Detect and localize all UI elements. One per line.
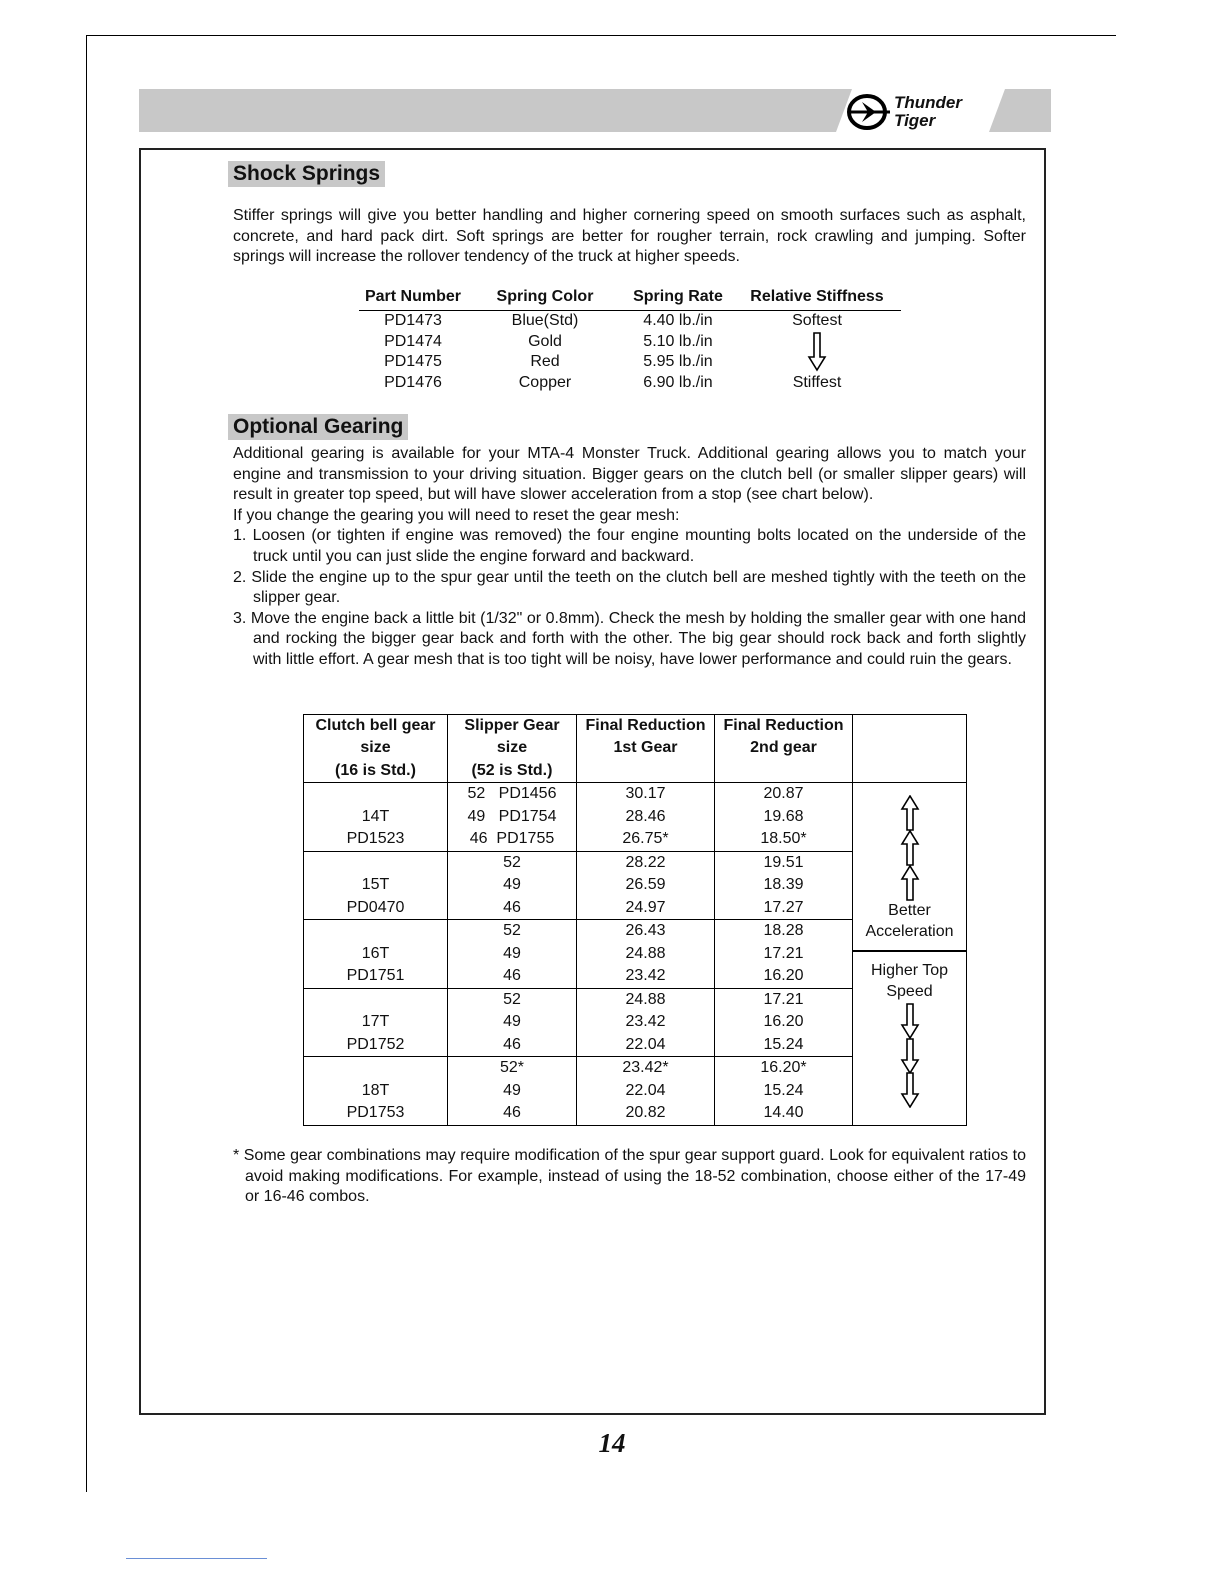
label-line: Speed: [886, 982, 933, 1000]
header-line: size: [496, 739, 528, 757]
cell-line: 16T: [361, 944, 390, 962]
cell-line: [304, 920, 447, 943]
first-gear-cell: [577, 1057, 715, 1126]
arrow-up-icon: [900, 795, 920, 831]
part-number: PD1473: [384, 312, 442, 329]
cell-line: 28.22: [625, 853, 666, 871]
gearing-step: 2. Slide the engine up to the spur gear until the teeth on the clutch bell are meshed tightly with the teeth on the slipper gear.: [233, 568, 1026, 607]
cell-line: 46: [503, 1104, 521, 1122]
cell-line: [304, 852, 447, 875]
header-slipper-gear: [448, 715, 577, 783]
cell-line: 17.27: [763, 898, 804, 916]
page-number: 14: [598, 1428, 626, 1458]
slipper-cell: [448, 1057, 577, 1126]
cell-line: 52 PD1456: [467, 785, 557, 803]
speed-label: [853, 961, 966, 1002]
logo-brand-line1: Thunder: [894, 93, 962, 112]
relative-stiffness: Softest: [792, 312, 842, 329]
cell-line: 46: [503, 1035, 521, 1053]
logo-emblem-icon: [846, 92, 892, 132]
cell-line: 23.42: [625, 1013, 666, 1031]
shock-springs-text: Stiffer springs will give you better handling and higher cornering speed on smooth surfaces such as asphalt, concrete, and hard pack dirt. Soft springs are better for rougher terrain, rock crawling and jumping. Softer springs will increase the rollover tendency of the truck at higher speeds.: [233, 207, 1026, 266]
cell-line: 19.68: [763, 807, 804, 825]
first-gear-cell: [577, 783, 715, 852]
clutch-cell: [304, 851, 448, 920]
cell-line: 20.87: [763, 785, 804, 803]
cell-line: 18.39: [763, 876, 804, 894]
arrow-down-icon: [807, 332, 827, 372]
cell-line: 24.88: [625, 990, 666, 1008]
acceleration-label: [853, 901, 966, 942]
cell-line: 52: [503, 922, 521, 940]
header-blank: [853, 715, 967, 783]
arrow-down-icon: [900, 1003, 920, 1039]
thunder-tiger-logo: [846, 91, 990, 131]
relative-stiffness: Stiffest: [792, 373, 842, 391]
cell-line: 46: [503, 967, 521, 985]
cell-line: 23.42: [625, 967, 666, 985]
part-number: PD1474: [384, 332, 442, 350]
gearing-table: [303, 714, 967, 1126]
gearing-intro-2: If you change the gearing you will need to reset the gear mesh:: [233, 506, 680, 524]
label-line: Higher Top: [870, 962, 949, 980]
cell-line: 20.82: [625, 1104, 666, 1122]
cell-line: 16.20*: [760, 1059, 807, 1077]
header-line: Final Reduction: [585, 717, 706, 734]
cell-line: 17T: [361, 1013, 390, 1031]
clutch-cell: [304, 783, 448, 852]
header-spring-rate: Spring Rate: [633, 288, 723, 305]
cell-line: PD0470: [346, 898, 405, 916]
cell-line: PD1751: [346, 967, 405, 985]
acceleration-block: [853, 783, 966, 952]
cell-line: 23.42*: [622, 1059, 669, 1077]
slipper-cell: [448, 988, 577, 1057]
second-gear-cell: [715, 851, 853, 920]
header-line: (16 is Std.): [335, 761, 416, 779]
speed-block: [853, 952, 966, 1119]
header-line: Clutch bell gear: [315, 717, 436, 734]
spring-table: [359, 288, 901, 393]
label-line: Acceleration: [865, 922, 954, 940]
cell-line: 17.21: [763, 944, 804, 962]
clutch-cell: [304, 988, 448, 1057]
first-gear-cell: [577, 851, 715, 920]
slipper-cell: [448, 851, 577, 920]
left-rule: [86, 35, 87, 1492]
spring-table-header: [359, 288, 901, 311]
second-gear-cell: [715, 1057, 853, 1126]
footnote: [233, 1146, 1026, 1208]
cell-line: 24.97: [625, 898, 666, 916]
part-number: PD1476: [384, 373, 442, 391]
gearing-step: 3. Move the engine back a little bit (1/32" or 0.8mm). Check the mesh by holding the smaller gear with one hand and rocking the bigger gear back and forth with the other. The big gear should rock back and forth slightly with little effort. A gear mesh that is too tight will be noisy, have lower performance and could ruin the gears.: [233, 609, 1026, 668]
cell-line: 14.40: [763, 1104, 804, 1122]
part-number: PD1475: [384, 353, 442, 371]
footnote-text: * Some gear combinations may require modification of the spur gear support guard. Look for equivalent ratios to avoid making modifications. For example, instead of using the 18-52 combination, choose either of the 17-49 or 16-46 combos.: [233, 1147, 1026, 1206]
cell-line: 15.24: [763, 1081, 804, 1099]
header-line: 2nd gear: [750, 739, 817, 757]
cell-line: 16.20: [763, 1013, 804, 1031]
cell-line: 15T: [361, 876, 390, 894]
cell-line: 15.24: [763, 1035, 804, 1053]
cell-line: 49: [503, 1013, 521, 1031]
gearing-text: [233, 444, 1026, 671]
cell-line: PD1752: [346, 1035, 405, 1053]
cell-line: 26.75*: [622, 830, 669, 848]
header-line: Final Reduction: [723, 717, 844, 734]
clutch-cell: [304, 920, 448, 989]
cell-line: 22.04: [625, 1081, 666, 1099]
label-line: Better: [888, 902, 931, 920]
cell-line: 49: [503, 944, 521, 962]
cell-line: 52: [503, 990, 521, 1008]
cell-line: 28.46: [625, 807, 666, 825]
spring-rate: 5.10 lb./in: [643, 332, 713, 350]
slipper-cell: [448, 783, 577, 852]
gearing-table-header: [304, 715, 967, 783]
spring-color: Copper: [518, 373, 572, 391]
cell-line: 18T: [361, 1081, 390, 1099]
spring-color: Red: [530, 353, 560, 371]
second-gear-cell: [715, 783, 853, 852]
cell-line: 46: [503, 898, 521, 916]
cell-line: [304, 989, 447, 1012]
stiffness-arrow-cell: [733, 332, 901, 353]
spring-row: [359, 373, 901, 394]
spring-color: Blue(Std): [511, 312, 579, 329]
arrow-down-icon: [900, 1038, 920, 1074]
cell-line: 46 PD1755: [469, 830, 555, 848]
cell-line: 14T: [361, 807, 390, 825]
cell-line: [304, 1057, 447, 1080]
bottom-link-underline: [126, 1558, 267, 1559]
cell-line: 24.88: [625, 944, 666, 962]
second-gear-cell: [715, 920, 853, 989]
first-gear-cell: [577, 920, 715, 989]
table-row: [304, 783, 967, 852]
second-gear-cell: [715, 988, 853, 1057]
header-final-reduction-1st: [577, 715, 715, 783]
logo-brand-line2: Tiger: [894, 111, 936, 130]
header-line: Slipper Gear: [464, 717, 560, 734]
cell-line: 19.51: [763, 853, 804, 871]
gearing-step: 1. Loosen (or tighten if engine was removed) the four engine mounting bolts located on the underside of the truck until you can just slide the engine forward and backward.: [233, 527, 1026, 565]
cell-line: 52*: [499, 1059, 525, 1077]
cell-line: 52: [503, 853, 521, 871]
cell-line: 30.17: [625, 785, 666, 803]
cell-line: 49 PD1754: [467, 807, 557, 825]
spring-rate: 6.90 lb./in: [643, 373, 713, 391]
shock-springs-title: Shock Springs: [228, 161, 385, 187]
cell-line: PD1523: [346, 830, 405, 848]
indicator-cell: [853, 783, 967, 1126]
cell-line: 49: [503, 1081, 521, 1099]
gearing-intro: Additional gearing is available for your MTA-4 Monster Truck. Additional gearing allows you to match your engine and transmission to your driving situation. Bigger gears on the clutch bell (or smaller slipper gears) will result in greater top speed, but will have slower acceleration from a stop (see chart below).: [233, 445, 1026, 504]
header-clutch-bell: [304, 715, 448, 783]
spring-row: [359, 332, 901, 353]
header-line: (52 is Std.): [471, 761, 553, 779]
header-final-reduction-2nd: [715, 715, 853, 783]
spring-rate: 4.40 lb./in: [643, 312, 713, 329]
header-part-number: Part Number: [364, 288, 462, 305]
clutch-cell: [304, 1057, 448, 1126]
spring-rate: 5.95 lb./in: [643, 353, 713, 371]
arrow-down-icon: [900, 1072, 920, 1108]
cell-line: 22.04: [625, 1035, 666, 1053]
spring-row: [359, 311, 901, 332]
arrow-up-icon: [900, 865, 920, 901]
spring-color: Gold: [528, 332, 562, 350]
cell-line: 49: [503, 876, 521, 894]
cell-line: 18.50*: [760, 830, 807, 848]
header-spring-color: Spring Color: [496, 288, 594, 305]
cell-line: [304, 783, 447, 806]
arrow-up-icon: [900, 830, 920, 866]
cell-line: 18.28: [763, 922, 804, 940]
first-gear-cell: [577, 988, 715, 1057]
cell-line: 16.20: [763, 967, 804, 985]
slipper-cell: [448, 920, 577, 989]
cell-line: PD1753: [346, 1104, 405, 1122]
header-line: size: [360, 739, 391, 757]
header-relative-stiffness: Relative Stiffness: [750, 288, 884, 305]
header-line: 1st Gear: [613, 739, 678, 757]
optional-gearing-title: Optional Gearing: [228, 414, 408, 440]
cell-line: 26.59: [625, 876, 666, 894]
top-rule: [86, 35, 1116, 36]
cell-line: 26.43: [625, 922, 666, 940]
cell-line: 17.21: [763, 990, 804, 1008]
